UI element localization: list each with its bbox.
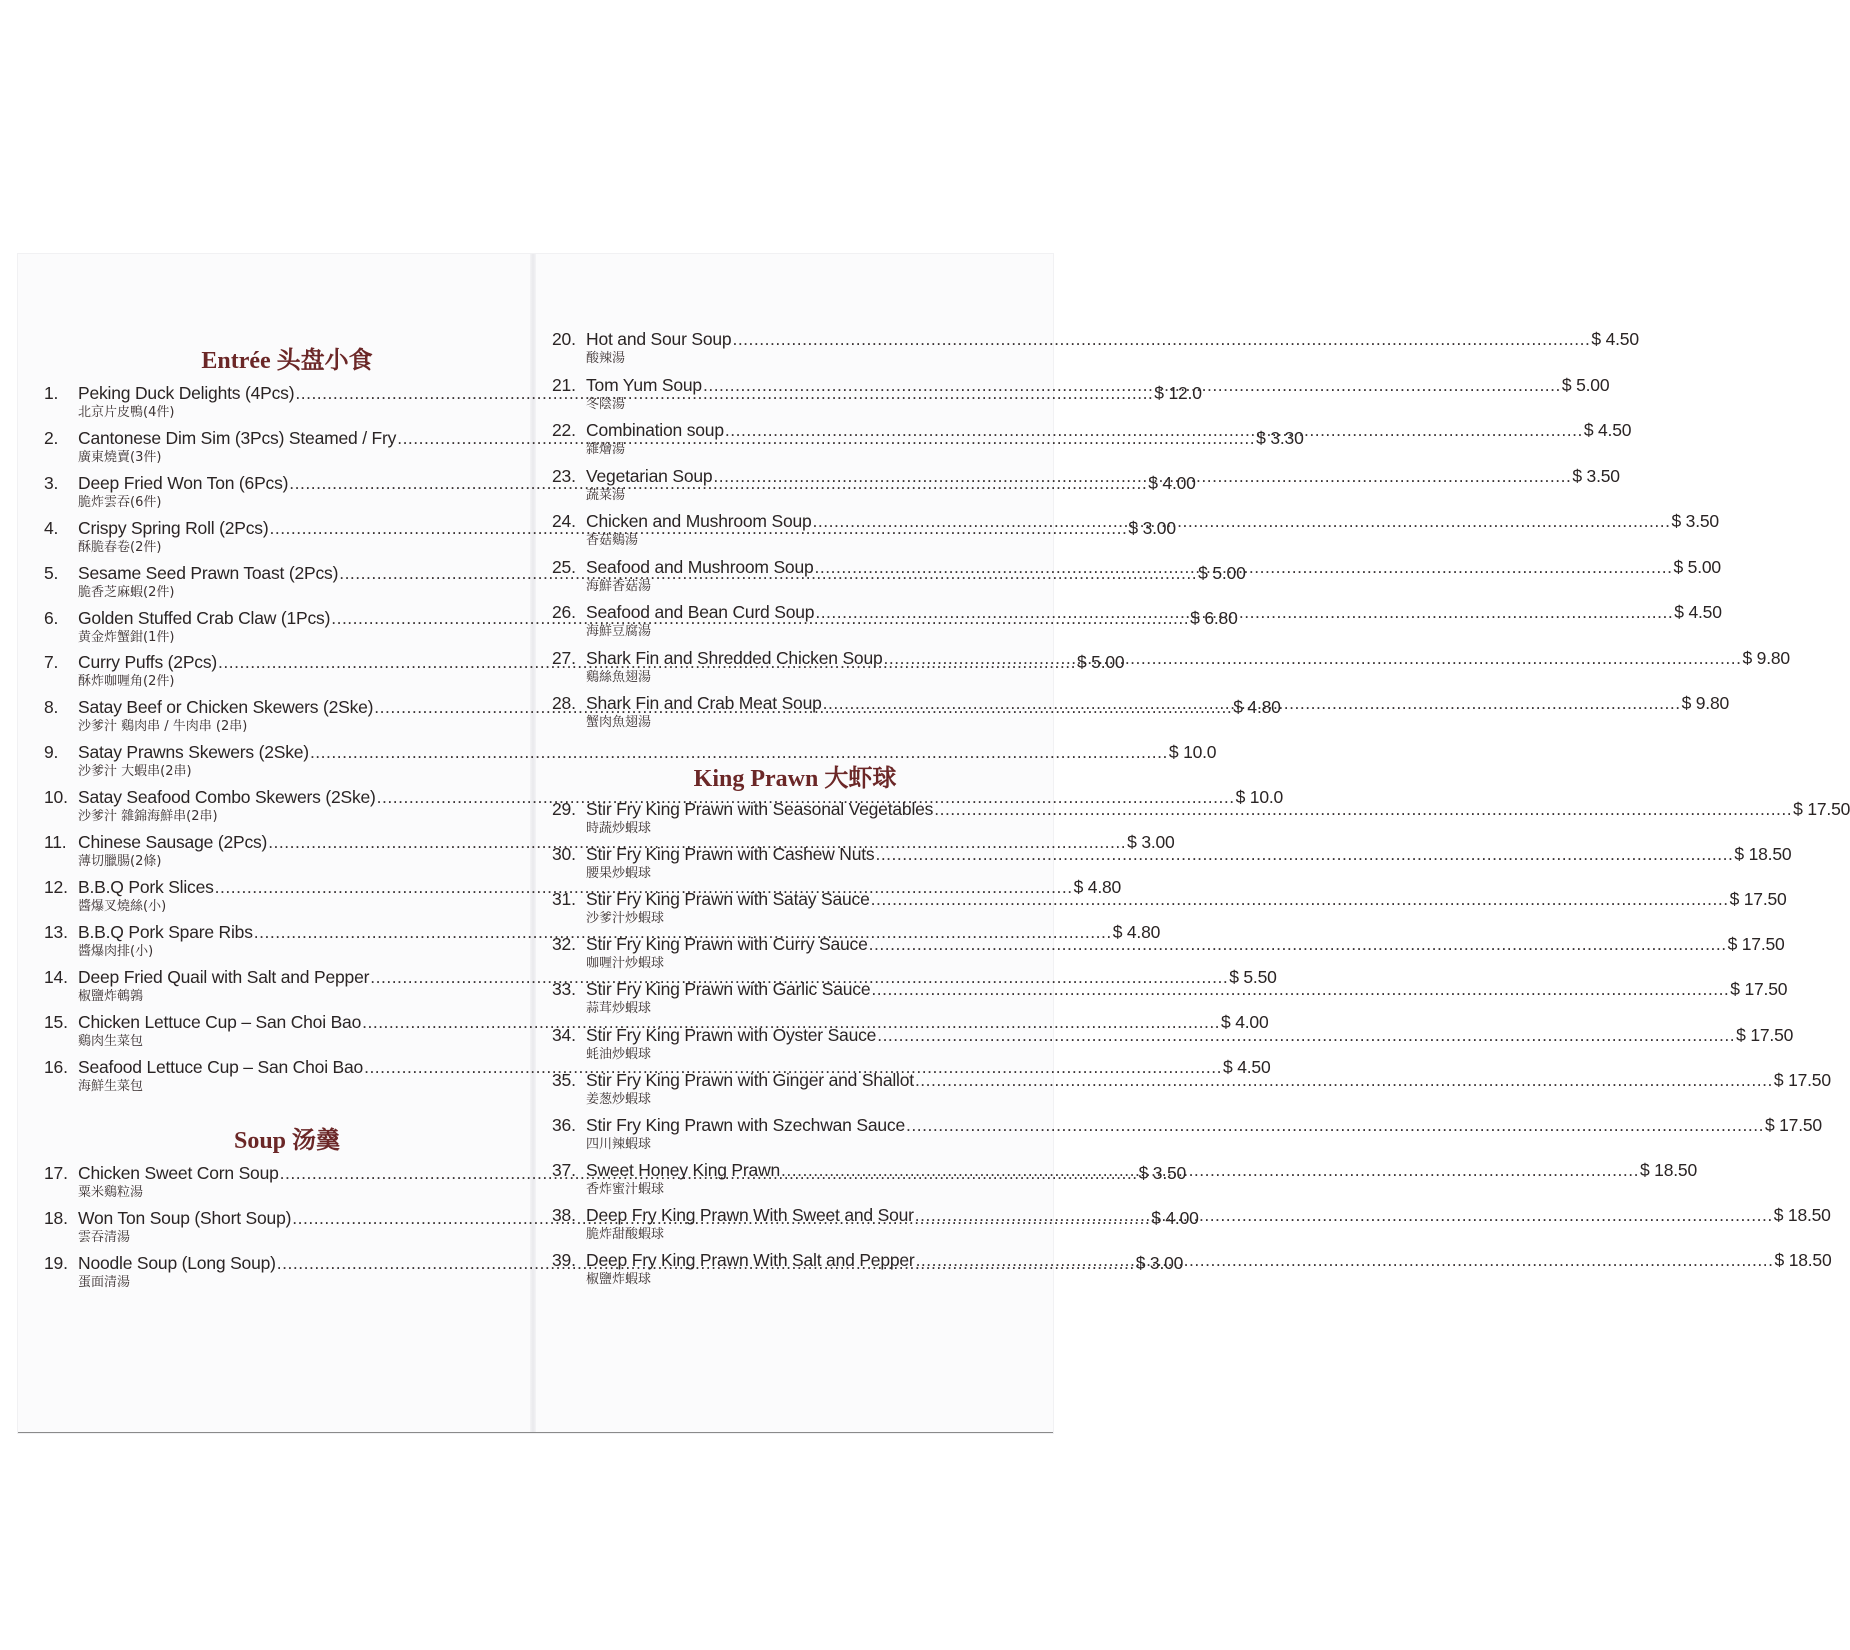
menu-item-price: $ 4.80 bbox=[1112, 921, 1161, 942]
menu-item-name: Curry Puffs (2Pcs) bbox=[78, 652, 218, 673]
menu-item-chinese-name: 脆炸雲吞(6件) bbox=[78, 494, 162, 510]
menu-item-number: 25. bbox=[552, 556, 576, 577]
menu-item-name: Chicken and Mushroom Soup bbox=[586, 511, 812, 531]
menu-item-name: Satay Beef or Chicken Skewers (2Ske) bbox=[78, 697, 374, 718]
menu-item-chinese-name: 沙爹汁 大蝦串(2串) bbox=[78, 764, 192, 780]
menu-item-chinese-name: 脆香芝麻蝦(2件) bbox=[78, 584, 175, 600]
menu-item-chinese-name: 鷄絲魚翅湯 bbox=[586, 669, 652, 685]
menu-item-number: 18. bbox=[44, 1208, 68, 1228]
menu-item-chinese-name: 四川辣蝦球 bbox=[586, 1136, 652, 1152]
leader-dots bbox=[934, 798, 1792, 820]
menu-item-chinese-name: 椒鹽炸鵪鶉 bbox=[78, 988, 144, 1004]
leader-dots bbox=[815, 601, 1673, 623]
menu-item-name: Chicken Lettuce Cup – San Choi Bao bbox=[78, 1011, 362, 1032]
menu-item-price: $ 4.50 bbox=[1223, 1056, 1271, 1077]
menu-item-price: $ 4.50 bbox=[1591, 329, 1639, 349]
menu-item-price: $ 3.50 bbox=[1572, 465, 1620, 486]
leader-dots bbox=[725, 419, 1583, 441]
menu-item-number: 13. bbox=[44, 921, 68, 942]
menu-item-chinese-name: 酥脆春卷(2件) bbox=[78, 539, 162, 555]
menu-item-number: 14. bbox=[44, 966, 68, 987]
menu-item-price: $ 10.0 bbox=[1235, 787, 1284, 808]
menu-item-price: $ 18.50 bbox=[1734, 844, 1792, 865]
menu-item-name: Vegetarian Soup bbox=[586, 465, 713, 486]
menu-item-name: Peking Duck Delights (4Pcs) bbox=[78, 383, 295, 403]
menu-item-chinese-name: 粟米鷄粒湯 bbox=[78, 1185, 144, 1200]
menu-item-chinese-name: 咖喱汁炒蝦球 bbox=[586, 956, 665, 972]
section-title-soup: Soup 汤羹 bbox=[233, 1128, 341, 1154]
menu-item-chinese-name: 雜燴湯 bbox=[586, 442, 626, 457]
leader-dots bbox=[871, 978, 1729, 1000]
menu-item-number: 11. bbox=[44, 832, 67, 852]
menu-item-chinese-name: 廣東燒賣(3件) bbox=[78, 449, 162, 465]
menu-item bbox=[552, 1114, 1822, 1160]
menu-item-chinese-name: 沙爹汁 鷄肉串 / 牛肉串 (2串) bbox=[78, 719, 248, 735]
menu-item-chinese-name: 香菇鷄湯 bbox=[586, 533, 639, 548]
leader-dots bbox=[916, 1249, 1774, 1271]
menu-item-chinese-name: 北京片皮鴨(4件) bbox=[78, 405, 175, 420]
leader-dots bbox=[732, 328, 1590, 350]
menu-item-chinese-name: 鷄肉生菜包 bbox=[78, 1033, 144, 1049]
menu-item-name: Seafood and Bean Curd Soup bbox=[586, 602, 815, 622]
menu-item-chinese-name: 蛋面清湯 bbox=[78, 1275, 131, 1290]
menu-item-name: Combination soup bbox=[586, 420, 724, 440]
menu-item-price: $ 9.80 bbox=[1681, 693, 1730, 713]
menu-item-number: 36. bbox=[552, 1114, 576, 1135]
leader-dots bbox=[915, 1204, 1773, 1226]
menu-item-line bbox=[44, 786, 1284, 808]
menu-item-chinese-name: 海鮮豆腐湯 bbox=[586, 624, 652, 639]
menu-item-name: B.B.Q Pork Spare Ribs bbox=[78, 921, 253, 942]
menu-item-chinese-name: 雲吞清湯 bbox=[78, 1230, 131, 1245]
menu-item-name: Stir Fry King Prawn with Szechwan Sauce bbox=[586, 1114, 906, 1135]
menu-item-price: $ 4.00 bbox=[1151, 1208, 1199, 1228]
menu-item-name: Sesame Seed Prawn Toast (2Pcs) bbox=[78, 562, 339, 583]
menu-item-number: 32. bbox=[552, 934, 576, 955]
menu-item-name: Stir Fry King Prawn with Curry Sauce bbox=[586, 934, 868, 955]
menu-item-chinese-name: 蒜茸炒蝦球 bbox=[586, 1001, 652, 1017]
menu-item-price: $ 3.00 bbox=[1135, 1253, 1184, 1273]
menu-item-name: Stir Fry King Prawn with Cashew Nuts bbox=[586, 844, 875, 865]
menu-item-name: Hot and Sour Soup bbox=[586, 329, 732, 349]
menu-item-number: 6. bbox=[44, 607, 59, 628]
menu-item-price: $ 6.80 bbox=[1190, 607, 1238, 628]
menu-item-price: $ 5.00 bbox=[1198, 562, 1246, 583]
menu-item-number: 8. bbox=[44, 697, 59, 718]
menu-item-name: Noodle Soup (Long Soup) bbox=[78, 1253, 276, 1273]
menu-item-name: Deep Fried Quail with Salt and Pepper bbox=[78, 966, 370, 987]
menu-item-name: B.B.Q Pork Slices bbox=[78, 876, 214, 897]
menu-item-chinese-name: 脆炸甜酸蝦球 bbox=[586, 1226, 665, 1242]
menu-item-name: Golden Stuffed Crab Claw (1Pcs) bbox=[78, 607, 331, 628]
menu-item-line bbox=[552, 978, 1788, 1000]
menu-item bbox=[552, 1069, 1831, 1115]
menu-item-number: 28. bbox=[552, 693, 576, 713]
menu-item-number: 35. bbox=[552, 1069, 576, 1090]
menu-item-price: $ 17.50 bbox=[1727, 934, 1785, 955]
menu-item-price: $ 3.00 bbox=[1127, 832, 1175, 852]
menu-item-name: Satay Seafood Combo Skewers (2Ske) bbox=[78, 787, 376, 808]
menu-item-line bbox=[44, 1011, 1269, 1033]
menu-item-line bbox=[44, 831, 1175, 853]
menu-item-number: 22. bbox=[552, 420, 576, 440]
menu-item-chinese-name: 蚝油炒蝦球 bbox=[586, 1046, 652, 1062]
menu-item-price: $ 3.50 bbox=[1671, 511, 1719, 531]
menu-item-line bbox=[552, 556, 1721, 578]
menu-item-line bbox=[552, 798, 1850, 820]
menu-item-number: 20. bbox=[552, 329, 576, 349]
menu-item-chinese-name: 姜葱炒蝦球 bbox=[586, 1091, 652, 1107]
menu-item-price: $ 9.80 bbox=[1742, 647, 1790, 668]
menu-item bbox=[552, 556, 1721, 602]
menu-item-number: 38. bbox=[552, 1204, 576, 1225]
menu-item bbox=[552, 328, 1639, 374]
menu-item-price: $ 4.80 bbox=[1073, 876, 1122, 897]
menu-item-number: 17. bbox=[44, 1163, 68, 1183]
menu-item-price: $ 4.80 bbox=[1233, 697, 1281, 718]
menu-item-price: $ 4.00 bbox=[1221, 1011, 1269, 1032]
menu-item-price: $ 18.50 bbox=[1774, 1250, 1832, 1270]
menu-item-number: 34. bbox=[552, 1024, 576, 1045]
leader-dots bbox=[884, 647, 1742, 669]
menu-item-chinese-name: 時蔬炒蝦球 bbox=[586, 821, 652, 836]
menu-item-number: 12. bbox=[44, 876, 68, 897]
menu-item-price: $ 4.50 bbox=[1583, 420, 1632, 440]
menu-item-price: $ 17.50 bbox=[1736, 1024, 1794, 1045]
menu-item-name: Satay Prawns Skewers (2Ske) bbox=[78, 742, 309, 763]
menu-item-line bbox=[552, 1069, 1831, 1091]
menu-item-number: 16. bbox=[44, 1056, 68, 1077]
leader-dots bbox=[815, 556, 1673, 578]
menu-item-number: 2. bbox=[44, 427, 59, 448]
menu-item-name: Cantonese Dim Sim (3Pcs) Steamed / Fry bbox=[78, 427, 397, 448]
menu-item-line bbox=[44, 741, 1217, 763]
menu-item-chinese-name: 醬爆肉排(小) bbox=[78, 943, 154, 959]
menu-item-number: 21. bbox=[552, 374, 576, 395]
menu-item-number: 33. bbox=[552, 979, 576, 1000]
menu-item-price: $ 3.30 bbox=[1256, 427, 1304, 448]
menu-item-number: 27. bbox=[552, 647, 576, 668]
menu-item-chinese-name: 沙爹汁 雜錦海鮮串(2串) bbox=[78, 809, 218, 825]
menu-item-chinese-name: 薄切臘腸(2條) bbox=[78, 854, 162, 869]
leader-dots bbox=[781, 1159, 1639, 1181]
menu-item-name: Deep Fry King Prawn With Salt and Pepper bbox=[586, 1250, 915, 1270]
menu-item-name: Stir Fry King Prawn with Ginger and Shallot bbox=[586, 1069, 914, 1090]
leader-dots bbox=[871, 888, 1729, 910]
menu-item-line bbox=[552, 933, 1785, 955]
menu-item-number: 5. bbox=[44, 562, 59, 583]
menu-item-line bbox=[44, 1056, 1271, 1078]
menu-item-line bbox=[552, 1024, 1794, 1046]
menu-item-number: 3. bbox=[44, 472, 59, 493]
menu-item-chinese-name: 醬爆叉燒絲(小) bbox=[78, 898, 167, 914]
menu-item-price: $ 5.00 bbox=[1076, 652, 1125, 673]
menu-item-price: $ 18.50 bbox=[1639, 1159, 1697, 1180]
menu-sheet bbox=[18, 254, 1850, 1433]
menu-item-chinese-name: 椒鹽炸蝦球 bbox=[586, 1272, 652, 1287]
menu-item-price: $ 4.00 bbox=[1148, 472, 1196, 493]
menu-item-chinese-name: 酸辣湯 bbox=[586, 351, 626, 366]
menu-item-chinese-name: 蔬菜湯 bbox=[586, 487, 626, 503]
menu-item-line bbox=[44, 876, 1122, 898]
menu-item-chinese-name: 冬陰湯 bbox=[586, 396, 626, 412]
menu-item-line bbox=[44, 921, 1161, 943]
menu-item-price: $ 17.50 bbox=[1729, 889, 1787, 910]
menu-item-chinese-name: 蟹肉魚翅湯 bbox=[586, 715, 652, 730]
leader-dots bbox=[713, 465, 1571, 487]
menu-item-price: $ 17.50 bbox=[1773, 1069, 1831, 1090]
menu-item-name: Seafood and Mushroom Soup bbox=[586, 556, 814, 577]
menu-item-number: 10. bbox=[44, 787, 68, 808]
menu-item-number: 23. bbox=[552, 465, 576, 486]
menu-item-price: $ 3.50 bbox=[1138, 1163, 1187, 1183]
menu-item-number: 31. bbox=[552, 889, 576, 910]
leader-dots bbox=[875, 843, 1733, 865]
menu-item-number: 1. bbox=[44, 383, 59, 403]
menu-item-line bbox=[552, 843, 1792, 865]
menu-item-chinese-name: 腰果炒蝦球 bbox=[586, 866, 652, 882]
menu-item-number: 30. bbox=[552, 844, 576, 865]
menu-item-price: $ 3.00 bbox=[1128, 517, 1176, 538]
menu-item-number: 26. bbox=[552, 602, 576, 622]
menu-item-name: Stir Fry King Prawn with Seasonal Vegetables bbox=[586, 799, 934, 819]
menu-item-price: $ 5.00 bbox=[1561, 374, 1610, 395]
menu-item-number: 24. bbox=[552, 511, 576, 531]
menu-item-number: 9. bbox=[44, 742, 59, 763]
menu-item-chinese-name: 海鮮香菇湯 bbox=[586, 578, 652, 594]
menu-item-name: Crispy Spring Roll (2Pcs) bbox=[78, 517, 269, 538]
menu-item-price: $ 17.50 bbox=[1730, 979, 1788, 1000]
section-title-king-prawn: King Prawn 大虾球 bbox=[693, 766, 897, 792]
menu-item-number: 4. bbox=[44, 517, 59, 538]
leader-dots bbox=[877, 1024, 1735, 1046]
leader-dots bbox=[915, 1069, 1773, 1091]
menu-item-name: Chicken Sweet Corn Soup bbox=[78, 1163, 279, 1183]
menu-item-price: $ 18.50 bbox=[1773, 1204, 1831, 1225]
menu-item-line bbox=[552, 888, 1787, 910]
menu-item-name: Seafood Lettuce Cup – San Choi Bao bbox=[78, 1056, 364, 1077]
menu-item-chinese-name: 海鮮生菜包 bbox=[78, 1078, 144, 1094]
menu-item-line bbox=[44, 966, 1277, 988]
menu-item-price: $ 10.0 bbox=[1168, 742, 1217, 763]
menu-item-price: $ 5.00 bbox=[1673, 556, 1721, 577]
menu-item-price: $ 17.50 bbox=[1793, 799, 1850, 819]
menu-item-name: Deep Fried Won Ton (6Pcs) bbox=[78, 472, 289, 493]
menu-item-number: 19. bbox=[44, 1253, 68, 1273]
menu-item-name: Shark Fin and Shredded Chicken Soup bbox=[586, 647, 883, 668]
menu-item-name: Won Ton Soup (Short Soup) bbox=[78, 1208, 292, 1228]
menu-item-line bbox=[552, 328, 1639, 350]
menu-item-price: $ 12.0 bbox=[1154, 383, 1202, 403]
menu-item-name: Shark Fin and Crab Meat Soup bbox=[586, 693, 822, 713]
menu-item-number: 15. bbox=[44, 1011, 68, 1032]
leader-dots bbox=[813, 510, 1671, 532]
leader-dots bbox=[823, 692, 1681, 714]
menu-item-chinese-name: 沙爹汁炒蝦球 bbox=[586, 911, 665, 927]
section-title-entree: Entrée 头盘小食 bbox=[201, 348, 373, 374]
menu-item-price: $ 5.50 bbox=[1229, 966, 1277, 987]
menu-item-line bbox=[552, 1114, 1822, 1136]
menu-item-name: Sweet Honey King Prawn bbox=[586, 1159, 781, 1180]
leader-dots bbox=[869, 933, 1727, 955]
leader-dots bbox=[703, 374, 1561, 396]
menu-item-name: Stir Fry King Prawn with Satay Sauce bbox=[586, 889, 870, 910]
menu-item-number: 37. bbox=[552, 1159, 576, 1180]
menu-item-name: Stir Fry King Prawn with Garlic Sauce bbox=[586, 979, 871, 1000]
menu-item-price: $ 17.50 bbox=[1764, 1114, 1822, 1135]
menu-item-number: 39. bbox=[552, 1250, 576, 1270]
menu-item-chinese-name: 酥炸咖喱角(2件) bbox=[78, 674, 175, 690]
menu-item-number: 29. bbox=[552, 799, 576, 819]
menu-item-number: 7. bbox=[44, 652, 59, 673]
menu-item-chinese-name: 黄金炸蟹鉗(1件) bbox=[78, 629, 175, 645]
menu-item-price: $ 4.50 bbox=[1674, 602, 1722, 622]
menu-item-name: Tom Yum Soup bbox=[586, 374, 702, 395]
menu-item-name: Deep Fry King Prawn With Sweet and Sour bbox=[586, 1204, 914, 1225]
menu-item-name: Chinese Sausage (2Pcs) bbox=[78, 832, 268, 852]
leader-dots bbox=[906, 1114, 1764, 1136]
menu-item-chinese-name: 香炸蜜汁蝦球 bbox=[586, 1181, 665, 1197]
menu-item-name: Stir Fry King Prawn with Oyster Sauce bbox=[586, 1024, 877, 1045]
